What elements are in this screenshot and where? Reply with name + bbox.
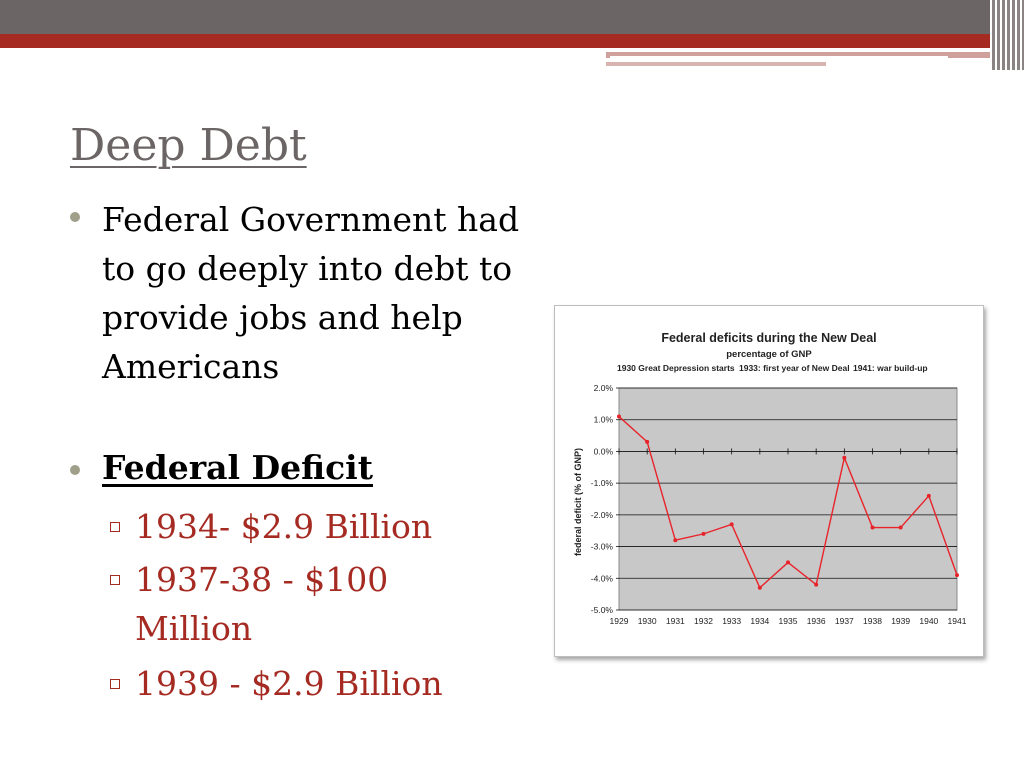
data-point (814, 583, 818, 587)
y-tick-label: 0.0% (593, 446, 613, 457)
data-point (702, 532, 706, 536)
chart-annotation-1933: 1933: first year of New Deal (739, 363, 850, 373)
header-stripes (990, 0, 1024, 70)
y-tick-label: -1.0% (590, 478, 613, 489)
x-tick-label: 1941 (947, 616, 967, 626)
deficit-chart (554, 305, 984, 657)
x-tick-label: 1937 (834, 616, 854, 626)
x-tick-label: 1939 (891, 616, 911, 626)
header-dark-bar (0, 0, 1024, 34)
data-point (673, 538, 677, 542)
data-point (730, 522, 734, 526)
data-point (871, 526, 875, 530)
data-point (927, 494, 931, 498)
bullet-dot-icon (70, 465, 80, 475)
chart-annotation-1941: 1941: war build-up (853, 363, 928, 373)
y-tick-label: -2.0% (590, 509, 613, 520)
bullet-text: Federal Government had to go deeply into debt to provide jobs and help Americans (102, 200, 520, 386)
y-tick-label: -4.0% (590, 573, 613, 584)
x-tick-label: 1935 (778, 616, 798, 626)
bullet-dot-icon (70, 212, 80, 222)
data-point (842, 456, 846, 460)
chart-annotation-1930: 1930 Great Depression starts (617, 363, 735, 373)
x-tick-label: 1931 (665, 616, 685, 626)
y-axis-label: federal deficit (% of GNP) (573, 447, 583, 557)
plot-background (619, 388, 957, 610)
subitem-text: 1939 - $2.9 Billion (135, 664, 443, 703)
chart-subtitle: percentage of GNP (726, 349, 812, 360)
chart-svg (555, 306, 983, 656)
data-point (645, 440, 649, 444)
bullet-text: Federal Deficit (102, 448, 373, 487)
data-point (786, 560, 790, 564)
x-tick-label: 1933 (722, 616, 742, 626)
plot-area (591, 383, 967, 626)
data-point (955, 573, 959, 577)
data-point (899, 526, 903, 530)
square-bullet-icon (110, 522, 120, 532)
x-tick-label: 1930 (637, 616, 657, 626)
y-tick-label: 1.0% (593, 414, 613, 425)
data-point (617, 415, 621, 419)
square-bullet-icon (110, 575, 120, 585)
y-tick-label: -5.0% (590, 605, 613, 615)
subitem-text: 1937-38 - $100 (135, 560, 389, 599)
data-point (758, 586, 762, 590)
slide-title: Deep Debt (70, 120, 307, 171)
x-tick-label: 1929 (609, 616, 629, 626)
x-tick-label: 1936 (806, 616, 826, 626)
y-tick-label: -3.0% (590, 541, 613, 552)
x-tick-label: 1932 (694, 616, 713, 626)
y-tick-label: 2.0% (593, 383, 613, 393)
x-tick-label: 1934 (750, 616, 770, 626)
header-red-bar (0, 34, 1024, 48)
x-tick-label: 1938 (863, 616, 882, 626)
x-tick-label: 1940 (919, 616, 939, 626)
header-accent-line-short (606, 62, 826, 66)
subitem-text-continued: Million (135, 609, 253, 648)
header-white-line (610, 56, 948, 58)
subitem-text: 1934- $2.9 Billion (135, 507, 433, 546)
chart-title: Federal deficits during the New Deal (661, 331, 877, 345)
square-bullet-icon (110, 679, 120, 689)
